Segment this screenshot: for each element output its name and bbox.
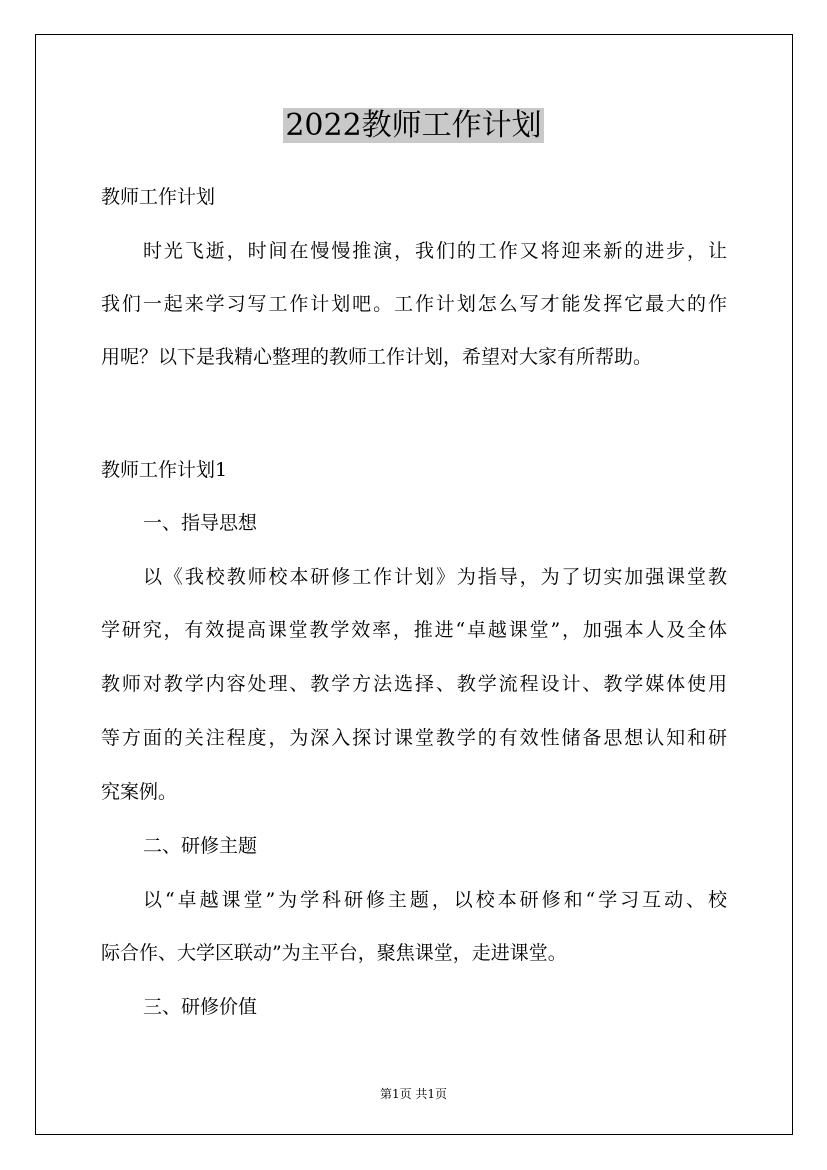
paragraph-line: 以《我校教师校本研修工作计划》为指导，为了切实加强课堂教 xyxy=(143,566,727,588)
heading: 教师工作计划 xyxy=(101,186,216,208)
intro-line: 用呢？以下是我精心整理的教师工作计划，希望对大家有所帮助。 xyxy=(101,346,653,368)
document-title: 2022教师工作计划 xyxy=(285,108,542,143)
intro-line: 我们一起来学习写工作计划吧。工作计划怎么写才能发挥它最大的作 xyxy=(101,293,727,315)
subheading: 二、研修主题 xyxy=(143,835,258,857)
paragraph-line: 学研究，有效提高课堂教学效率，推进“卓越课堂”，加强本人及全体 xyxy=(101,619,727,641)
intro-line: 时光飞逝，时间在慢慢推演，我们的工作又将迎来新的进步，让 xyxy=(143,240,727,262)
page-footer: 第1页 共1页 xyxy=(379,1087,448,1101)
section-title: 教师工作计划1 xyxy=(101,459,228,481)
paragraph-line: 究案例。 xyxy=(101,781,178,803)
paragraph-line: 以“卓越课堂”为学科研修主题，以校本研修和“学习互动、校 xyxy=(143,889,727,911)
paragraph-line: 际合作、大学区联动”为主平台，聚焦课堂，走进课堂。 xyxy=(101,942,567,964)
subheading: 三、研修价值 xyxy=(143,996,258,1018)
paragraph-line: 教师对教学内容处理、教学方法选择、教学流程设计、教学媒体使用 xyxy=(101,673,727,695)
paragraph-line: 等方面的关注程度，为深入探讨课堂教学的有效性储备思想认知和研 xyxy=(101,727,727,749)
subheading: 一、指导思想 xyxy=(143,512,258,534)
